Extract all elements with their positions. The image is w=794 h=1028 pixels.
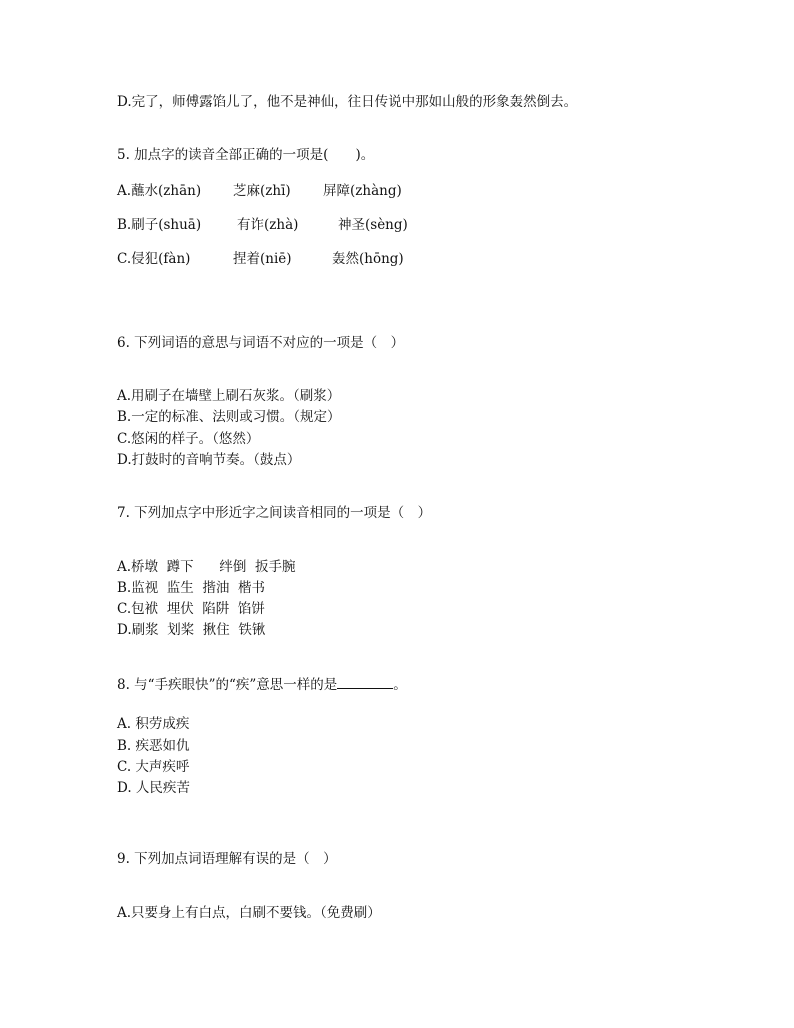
q8-option-a: A. 积劳成疾 <box>117 716 190 732</box>
q9-stem: 9. 下列加点词语理解有误的是（ ） <box>117 851 337 867</box>
q6-option-a: A.用刷子在墙壁上刷石灰浆。（刷浆） <box>117 388 341 404</box>
q5-option-a-word-1: A.蘸水(zhān) <box>117 183 202 199</box>
q7-option-a: A.桥墩 蹲下 绊倒 扳手腕 <box>117 559 296 575</box>
q5-stem: 5. 加点字的读音全部正确的一项是( )。 <box>117 147 375 163</box>
q6-option-c: C.悠闲的样子。（悠然） <box>117 431 260 447</box>
q5-option-b-word-3: 神圣(sèng) <box>338 217 408 233</box>
q5-option-c-word-3: 轰然(hōng) <box>332 251 404 267</box>
q5-option-a <box>117 182 402 200</box>
q5-option-b <box>117 216 408 234</box>
q4-option-d: D.完了，师傅露馅儿了，他不是神仙，往日传说中那如山般的形象轰然倒去。 <box>117 94 578 110</box>
q8-answer-blank[interactable] <box>337 676 393 689</box>
q7-stem: 7. 下列加点字中形近字之间读音相同的一项是（ ） <box>117 505 432 521</box>
q5-option-b-word-1: B.刷子(shuā) <box>117 217 202 233</box>
q8-option-b: B. 疾恶如仇 <box>117 738 190 754</box>
q9-option-a: A.只要身上有白点，白刷不要钱。（免费刷） <box>117 905 381 921</box>
q8-option-d: D. 人民疾苦 <box>117 780 190 796</box>
q5-option-c <box>117 250 404 268</box>
q7-option-c: C.包袱 埋伏 陷阱 馅饼 <box>117 601 265 617</box>
q5-option-b-word-2: 有诈(zhà) <box>237 217 299 233</box>
q5-option-a-word-3: 屏障(zhàng) <box>323 183 402 199</box>
q5-option-c-word-2: 捏着(niē) <box>233 251 292 267</box>
q7-option-d: D.刷浆 划桨 揪住 铁锹 <box>117 622 266 638</box>
q8-stem-end: 。 <box>393 677 407 693</box>
q8-stem <box>117 676 407 694</box>
q7-option-b: B.监视 监生 揩油 楷书 <box>117 580 265 596</box>
q6-option-b: B.一定的标准、法则或习惯。（规定） <box>117 409 341 425</box>
q6-stem: 6. 下列词语的意思与词语不对应的一项是（ ） <box>117 335 405 351</box>
q5-option-c-word-1: C.侵犯(fàn) <box>117 251 191 267</box>
q6-option-d: D.打鼓时的音响节奏。（鼓点） <box>117 452 301 468</box>
q5-option-a-word-2: 芝麻(zhī) <box>233 183 291 199</box>
q8-stem-text: 8. 与“手疾眼快”的“疾”意思一样的是 <box>117 677 338 693</box>
q8-option-c: C. 大声疾呼 <box>117 759 190 775</box>
